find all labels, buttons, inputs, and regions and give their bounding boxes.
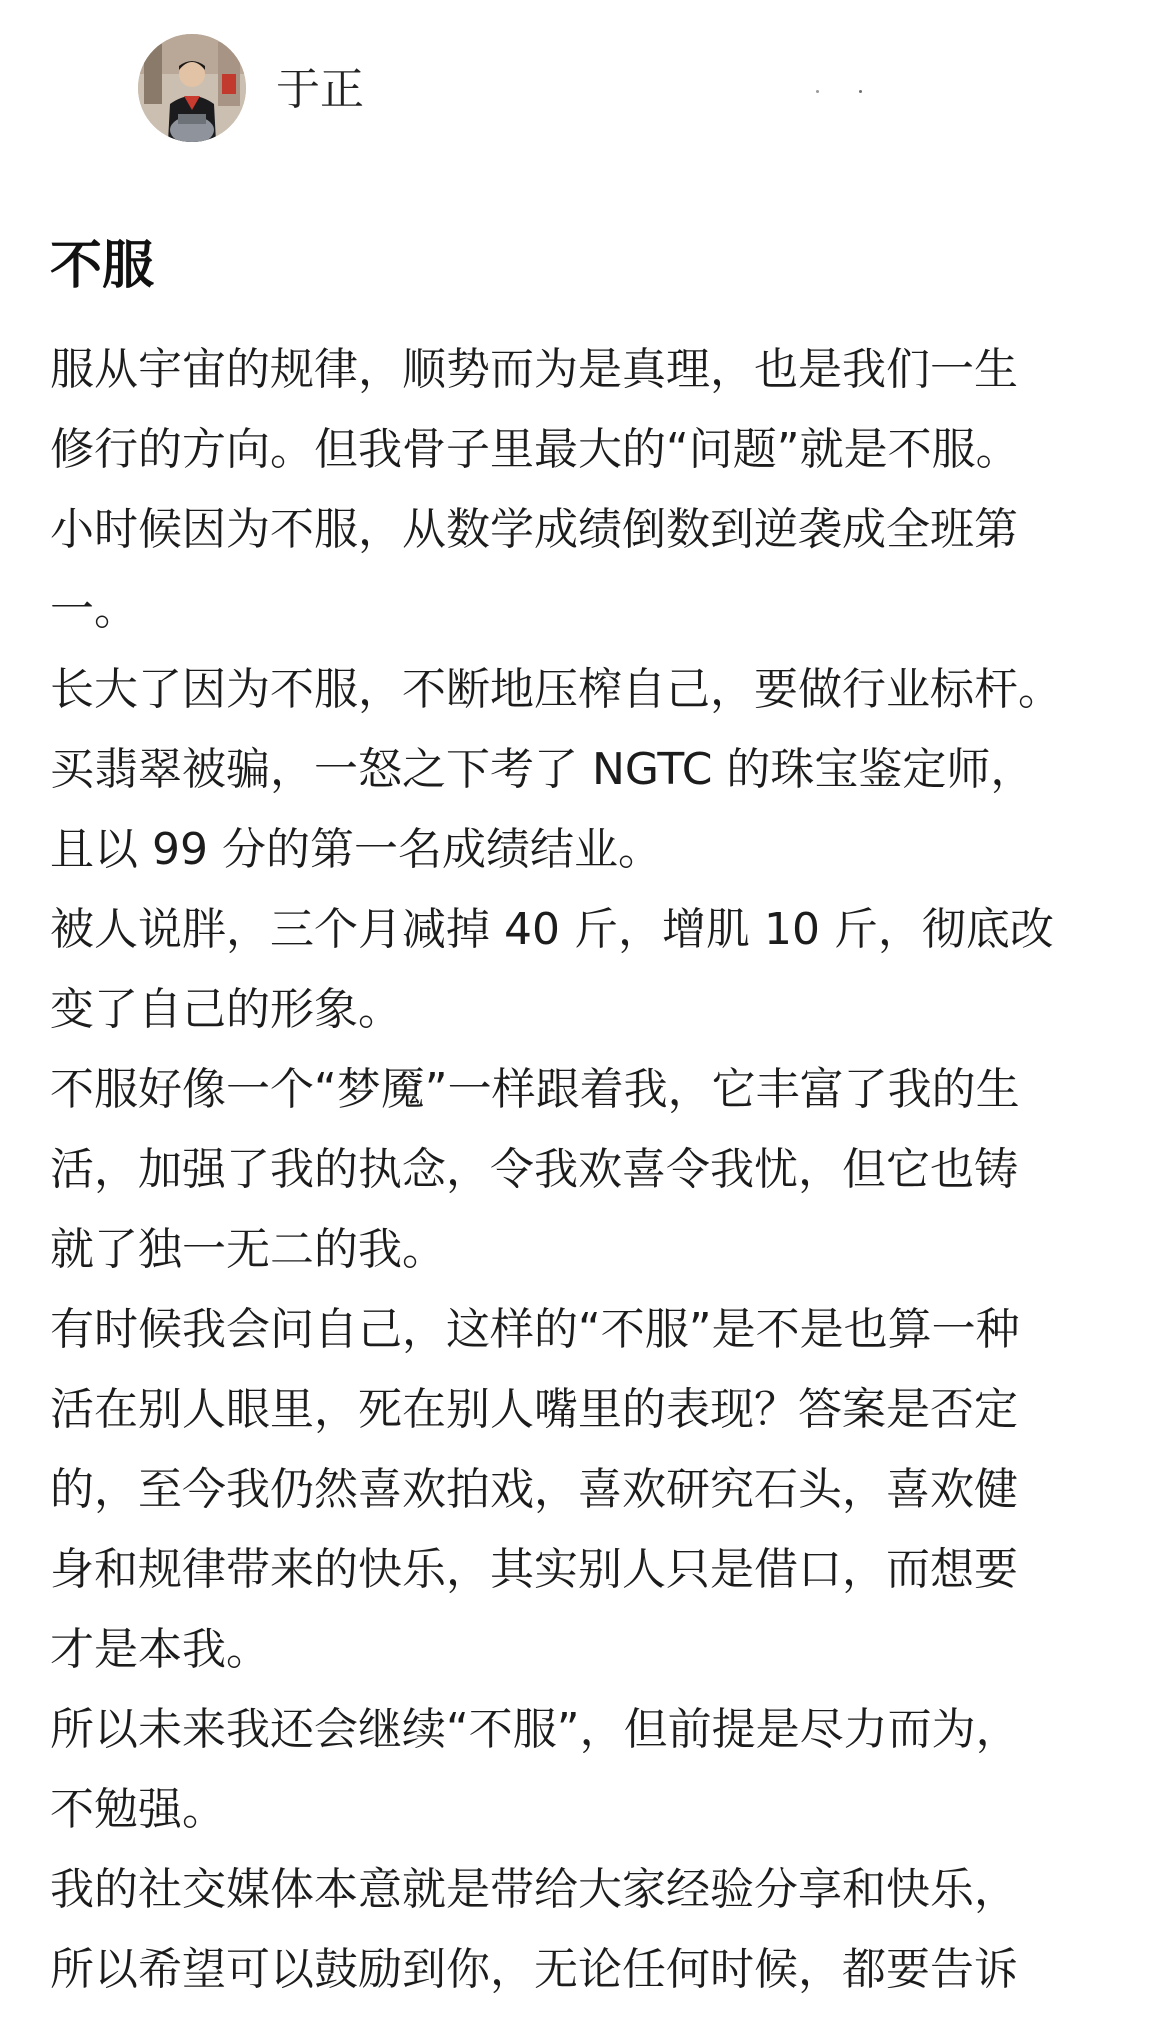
post-line: 长大了因为不服，不断地压榨自己，要做行业标杆。: [50, 664, 1062, 715]
post-title: 不服: [50, 236, 155, 296]
post-header: [0, 0, 1170, 180]
post-line: 买翡翠被骗，一怒之下考了 NGTC 的珠宝鉴定师，: [50, 744, 1035, 795]
more-dots-icon[interactable]: [816, 88, 856, 96]
post-line: 一。: [50, 584, 138, 635]
post-line: 的，至今我仍然喜欢拍戏，喜欢研究石头，喜欢健: [50, 1464, 1018, 1515]
post-line: 身和规律带来的快乐，其实别人只是借口，而想要: [50, 1544, 1018, 1595]
post-line: 被人说胖，三个月减掉 40 斤，增肌 10 斤，彻底改: [50, 904, 1054, 955]
post-line: 有时候我会问自己，这样的“不服”是不是也算一种: [50, 1304, 1020, 1355]
post-line: 修行的方向。但我骨子里最大的“问题”就是不服。: [50, 424, 1020, 475]
post-line: 活在别人眼里，死在别人嘴里的表现？答案是否定: [50, 1384, 1018, 1435]
post-line: 且以 99 分的第一名成绩结业。: [50, 824, 662, 875]
author-name[interactable]: 于正: [276, 64, 364, 115]
post-line: 就了独一无二的我。: [50, 1224, 446, 1275]
post-line: 我的社交媒体本意就是带给大家经验分享和快乐，: [50, 1864, 1018, 1915]
post-body: [50, 330, 1130, 2010]
post-line: 小时候因为不服，从数学成绩倒数到逆袭成全班第: [50, 504, 1018, 555]
post-line: 不勉强。: [50, 1784, 226, 1835]
post-line: 才是本我。: [50, 1624, 270, 1675]
post-line: 活，加强了我的执念，令我欢喜令我忧，但它也铸: [50, 1144, 1018, 1195]
avatar-image: [138, 34, 246, 142]
post-line: 不服好像一个“梦魇”一样跟着我，它丰富了我的生: [50, 1064, 1020, 1115]
post-line: 所以希望可以鼓励到你，无论任何时候，都要告诉: [50, 1944, 1018, 1995]
post-line: 服从宇宙的规律，顺势而为是真理，也是我们一生: [50, 344, 1018, 395]
post-line: 所以未来我还会继续“不服”，但前提是尽力而为，: [50, 1704, 1020, 1755]
author-avatar[interactable]: [138, 34, 246, 142]
post-line: 变了自己的形象。: [50, 984, 402, 1035]
